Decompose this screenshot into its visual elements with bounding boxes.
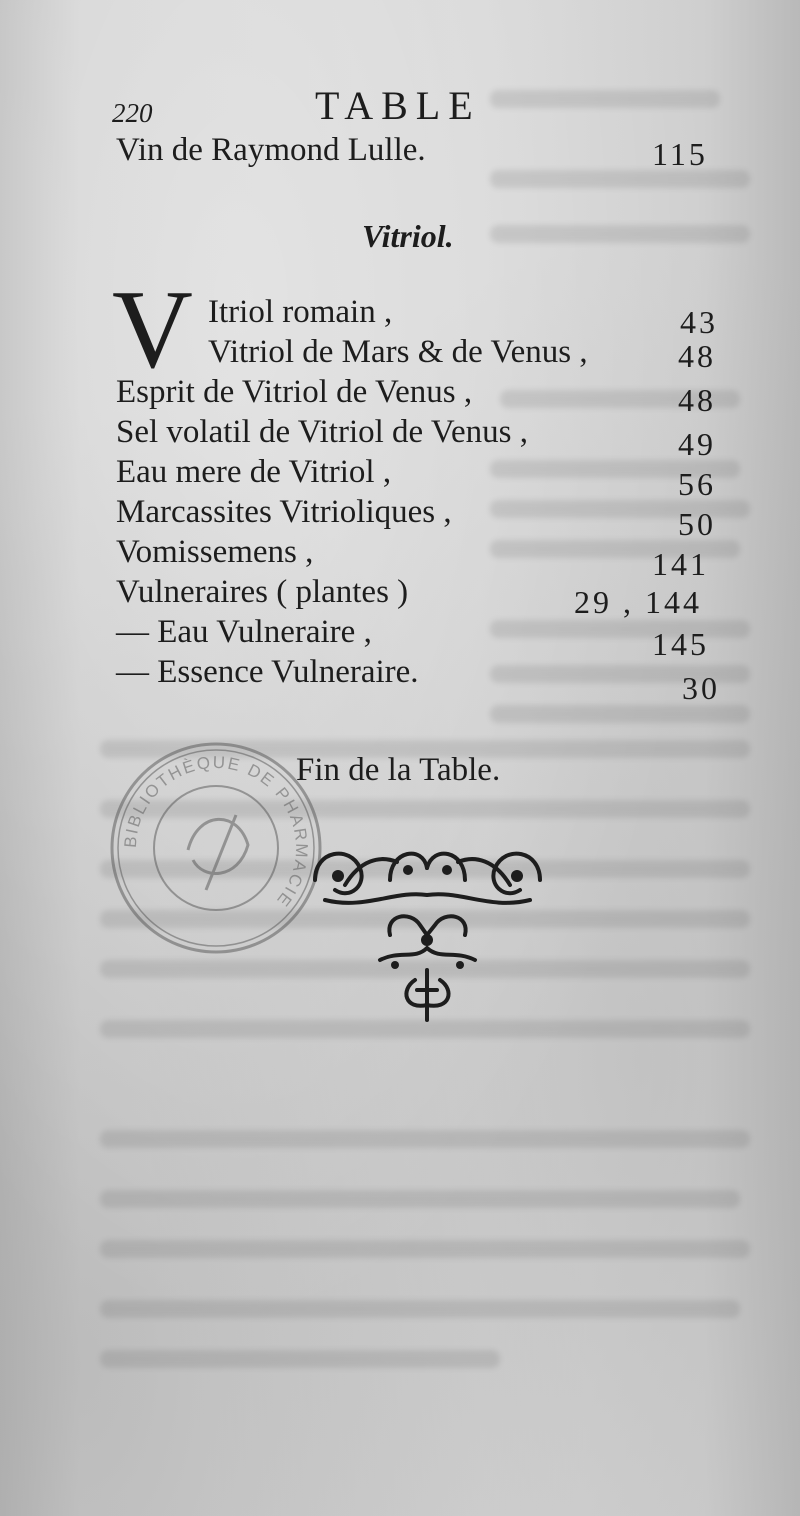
entry-text: Vitriol de Mars & de Venus , bbox=[208, 334, 588, 370]
carry-over-entry bbox=[116, 130, 736, 170]
table-entry bbox=[116, 372, 736, 418]
table-entry bbox=[116, 492, 736, 542]
table-entry bbox=[116, 412, 736, 462]
closing-text: Fin de la Table. bbox=[296, 752, 501, 788]
entry-page-ref: 115 bbox=[652, 136, 708, 172]
show-through-text bbox=[20, 60, 760, 1380]
table-entry bbox=[116, 452, 736, 502]
entry-text: Vin de Raymond Lulle. bbox=[116, 132, 426, 168]
entry-text: Sel volatil de Vitriol de Venus , bbox=[116, 414, 529, 450]
entry-page-ref: 43 bbox=[680, 304, 718, 340]
table-entry bbox=[208, 292, 738, 340]
table-entry bbox=[116, 572, 736, 620]
table-entry bbox=[116, 612, 736, 662]
table-entry bbox=[116, 532, 736, 582]
entry-page-ref: 48 bbox=[678, 338, 716, 374]
library-stamp bbox=[108, 740, 324, 956]
section-heading: Vitriol. bbox=[362, 218, 454, 254]
drop-cap: V bbox=[112, 268, 193, 392]
entry-text: Vomissemens , bbox=[116, 534, 314, 570]
entry-page-ref: 50 bbox=[678, 506, 716, 542]
entry-page-ref: 49 bbox=[678, 426, 716, 462]
entry-text: — Eau Vulneraire , bbox=[116, 614, 372, 650]
entry-page-ref: 141 bbox=[652, 546, 709, 582]
entry-page-ref: 56 bbox=[678, 466, 716, 502]
entry-text: — Essence Vulneraire. bbox=[116, 654, 419, 690]
fleuron-ornament bbox=[305, 840, 550, 1025]
table-entry bbox=[116, 652, 736, 706]
entry-text: Marcassites Vitrioliques , bbox=[116, 494, 452, 530]
running-head bbox=[110, 82, 670, 128]
svg-text:BIBLIOTHÈQUE DE PHARMACIE: BIBLIOTHÈQUE DE PHARMACIE bbox=[120, 752, 312, 912]
entry-text: Vulneraires ( plantes ) bbox=[116, 574, 409, 610]
entry-page-ref: 48 bbox=[678, 382, 716, 418]
entry-text: Eau mere de Vitriol , bbox=[116, 454, 392, 490]
page-number: 220 bbox=[112, 98, 153, 128]
running-title: TABLE bbox=[315, 83, 481, 128]
entry-page-ref: 29 , 144 bbox=[574, 584, 702, 620]
table-entry bbox=[208, 332, 738, 372]
entry-page-ref: 145 bbox=[652, 626, 709, 662]
entry-text: Esprit de Vitriol de Venus , bbox=[116, 374, 473, 410]
entry-page-ref: 30 bbox=[682, 670, 720, 706]
entry-text: Itriol romain , bbox=[208, 294, 393, 330]
